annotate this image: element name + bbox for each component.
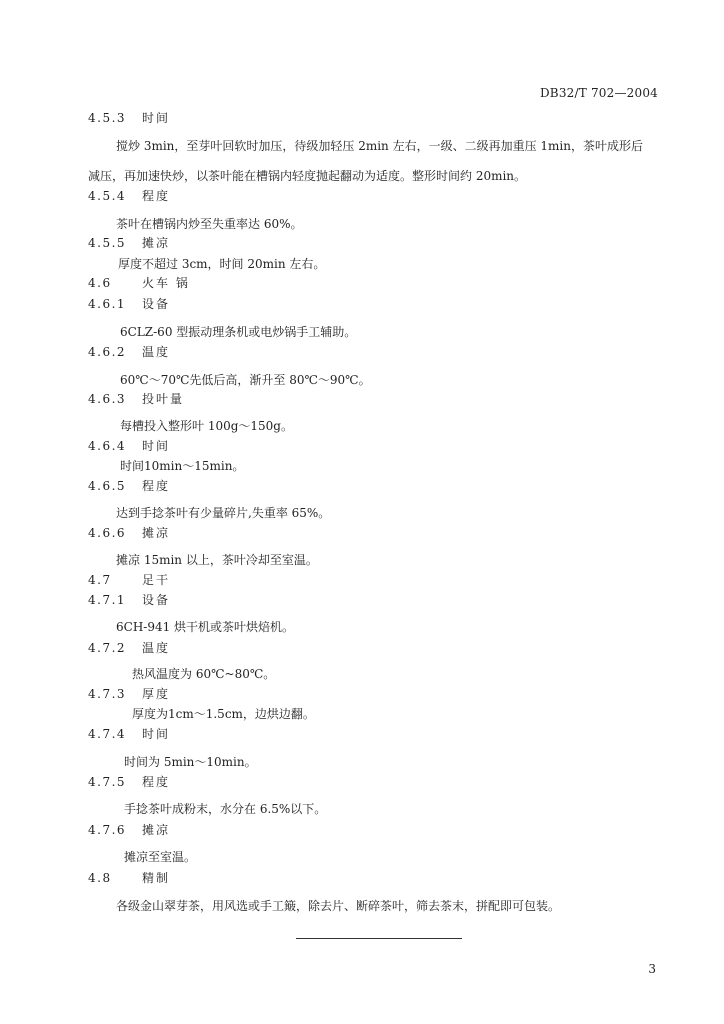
section-heading	[88, 774, 170, 790]
section-title: 温度	[142, 345, 171, 359]
section-heading	[88, 188, 170, 204]
paragraph-line: 6CLZ-60 型振动理条机或电炒锅手工辅助。	[120, 325, 357, 339]
paragraph-line: 各级金山翠芽茶，用风选或手工簸，除去片、断碎茶叶，筛去茶末，拼配即可包装。	[116, 899, 561, 913]
paragraph-line: 60℃～70℃先低后高，渐升至 80℃～90℃。	[120, 373, 371, 387]
section-heading	[88, 438, 170, 454]
paragraph-line: 每槽投入整形叶 100g～150g。	[120, 419, 293, 433]
section-title: 设备	[142, 297, 171, 311]
paragraph-line: 6CH-941 烘干机或茶叶烘焙机。	[116, 620, 295, 634]
paragraph-line: 茶叶在槽锅内炒至失重率达 60%。	[116, 217, 303, 231]
section-heading	[88, 235, 170, 251]
section-title: 足干	[142, 573, 171, 587]
section-heading	[88, 110, 170, 126]
section-title: 设备	[142, 593, 171, 607]
section-heading	[88, 870, 170, 886]
paragraph-line: 热风温度为 60℃~80℃。	[132, 667, 276, 681]
section-title: 程度	[142, 189, 171, 203]
paragraph-line: 摊凉 15min 以上，茶叶冷却至室温。	[116, 553, 318, 567]
section-title: 投叶量	[142, 392, 185, 406]
section-heading	[88, 640, 170, 656]
section-number: 4.7.2	[88, 641, 127, 655]
section-title: 火车 锅	[142, 276, 190, 290]
section-title: 摊凉	[142, 236, 171, 250]
section-title: 摊凉	[142, 823, 171, 837]
paragraph-line: 减压，再加速快炒，以茶叶能在槽锅内轻度抛起翻动为适度。整形时间约 20min。	[88, 169, 527, 183]
section-number: 4.6.4	[88, 439, 127, 453]
section-heading	[88, 275, 190, 291]
section-title: 时间	[142, 439, 171, 453]
section-number: 4.7.3	[88, 687, 127, 701]
section-title: 时间	[142, 111, 171, 125]
section-number: 4.6.5	[88, 479, 127, 493]
section-number: 4.5.5	[88, 236, 127, 250]
paragraph-line: 厚度为1cm～1.5cm，边烘边翻。	[132, 707, 315, 721]
section-number: 4.8	[88, 871, 112, 885]
section-heading	[88, 296, 170, 312]
paragraph-line: 达到手捻茶叶有少量碎片,失重率 65%。	[116, 506, 331, 520]
paragraph-line: 摊凉至室温。	[124, 850, 197, 864]
section-heading	[88, 525, 170, 541]
section-number: 4.7.1	[88, 593, 127, 607]
section-title: 程度	[142, 775, 171, 789]
section-number: 4.6.3	[88, 392, 127, 406]
section-title: 程度	[142, 479, 171, 493]
section-heading	[88, 391, 184, 407]
section-heading	[88, 592, 170, 608]
section-number: 4.5.4	[88, 189, 127, 203]
section-number: 4.6.6	[88, 526, 127, 540]
section-number: 4.7.5	[88, 775, 127, 789]
paragraph-line: 手捻茶叶成粉末，水分在 6.5%以下。	[124, 802, 327, 816]
section-heading	[88, 686, 170, 702]
paragraph-line: 时间为 5min～10min。	[124, 755, 257, 769]
section-number: 4.6	[88, 276, 112, 290]
section-title: 精制	[142, 871, 171, 885]
paragraph-line: 时间10min～15min。	[120, 459, 245, 473]
section-number: 4.6.1	[88, 297, 127, 311]
section-heading	[88, 726, 170, 742]
section-title: 温度	[142, 641, 171, 655]
document-identifier: DB32/T 702—2004	[539, 86, 658, 100]
section-number: 4.7	[88, 573, 112, 587]
paragraph-line: 厚度不超过 3cm，时间 20min 左右。	[118, 257, 326, 271]
page-number: 3	[648, 962, 656, 976]
section-number: 4.7.6	[88, 823, 127, 837]
paragraph-line: 搅炒 3min，至芽叶回软时加压，待级加轻压 2min 左右，一级、二级再加重压 1min，茶叶成形后	[116, 139, 644, 153]
section-heading	[88, 344, 170, 360]
section-title: 摊凉	[142, 526, 171, 540]
section-title: 时间	[142, 727, 171, 741]
section-number: 4.5.3	[88, 111, 127, 125]
section-heading	[88, 572, 170, 588]
section-number: 4.7.4	[88, 727, 127, 741]
section-heading	[88, 822, 170, 838]
section-number: 4.6.2	[88, 345, 127, 359]
end-rule	[296, 938, 462, 939]
section-title: 厚度	[142, 687, 171, 701]
section-heading	[88, 478, 170, 494]
